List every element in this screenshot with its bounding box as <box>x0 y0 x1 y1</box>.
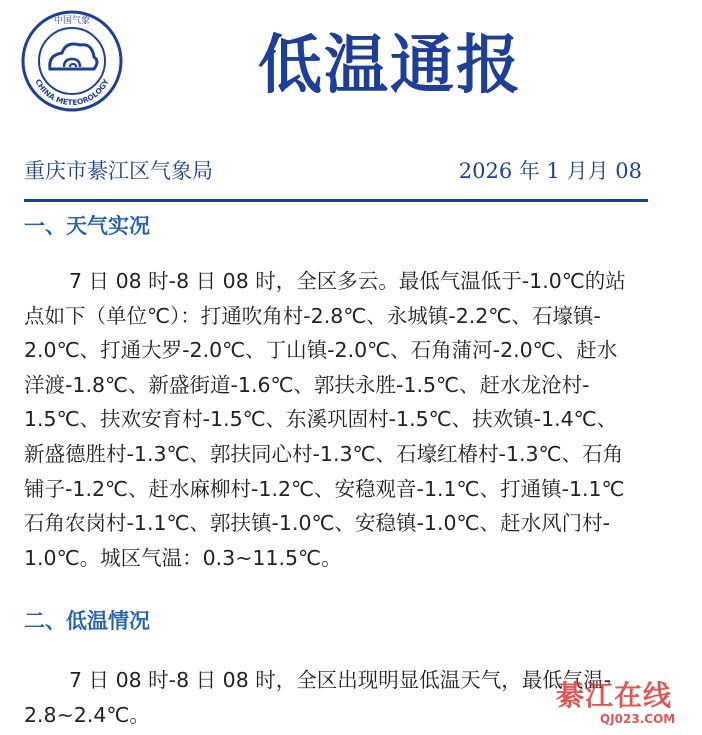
logo-text-top: 中国气象 <box>53 16 91 26</box>
section-title-low-temperature: 二、低温情况 <box>24 609 150 633</box>
paragraph-line: 2.8~2.4℃。 <box>24 702 150 727</box>
paragraph-line: 点如下（单位℃）：打通吹角村-2.8℃、永城镇-2.2℃、石壕镇- <box>24 303 601 328</box>
paragraph-line: 洋渡-1.8℃、新盛街道-1.6℃、郭扶永胜-1.5℃、赶水龙沧村- <box>24 372 590 397</box>
section-title-weather-observation: 一、天气实况 <box>24 214 150 238</box>
paragraph-line: 1.0℃。城区气温：0.3~11.5℃。 <box>24 545 342 570</box>
issue-date: 2026 年 1 月月 08 <box>458 159 642 183</box>
header-divider <box>24 199 648 202</box>
paragraph-line: 7 日 08 时-8 日 08 时，全区多云。最低气温低于-1.0℃的站 <box>69 269 626 293</box>
cma-emblem-icon <box>20 9 124 113</box>
watermark-url: QJ023.COM <box>600 712 676 726</box>
logo-text-bottom: CHINA METEOROLOGY <box>33 77 111 108</box>
page-title: 低温通报 <box>258 28 522 103</box>
paragraph-line: 1.5℃、扶欢安育村-1.5℃、东溪巩固村-1.5℃、扶欢镇-1.4℃、 <box>24 407 618 432</box>
issuer: 重庆市綦江区气象局 <box>24 159 213 183</box>
watermark-text: 綦江在线 <box>556 679 673 712</box>
cma-logo <box>20 9 124 113</box>
watermark <box>548 679 698 729</box>
paragraph-line: 石角农岗村-1.1℃、郭扶镇-1.0℃、安稳镇-1.0℃、赶水风门村- <box>24 511 610 536</box>
section-body-weather-observation <box>24 264 702 575</box>
paragraph-line: 2.0℃、打通大罗-2.0℃、丁山镇-2.0℃、石角蒲河-2.0℃、赶水 <box>24 338 618 363</box>
paragraph-line: 新盛德胜村-1.3℃、郭扶同心村-1.3℃、石壕红椿村-1.3℃、石角 <box>24 441 624 466</box>
paragraph-line: 7 日 08 时-8 日 08 时，全区出现明显低温天气，最低气温- <box>69 668 612 692</box>
paragraph-line: 铺子-1.2℃、赶水麻柳村-1.2℃、安稳观音-1.1℃、打通镇-1.1℃ <box>24 476 625 501</box>
